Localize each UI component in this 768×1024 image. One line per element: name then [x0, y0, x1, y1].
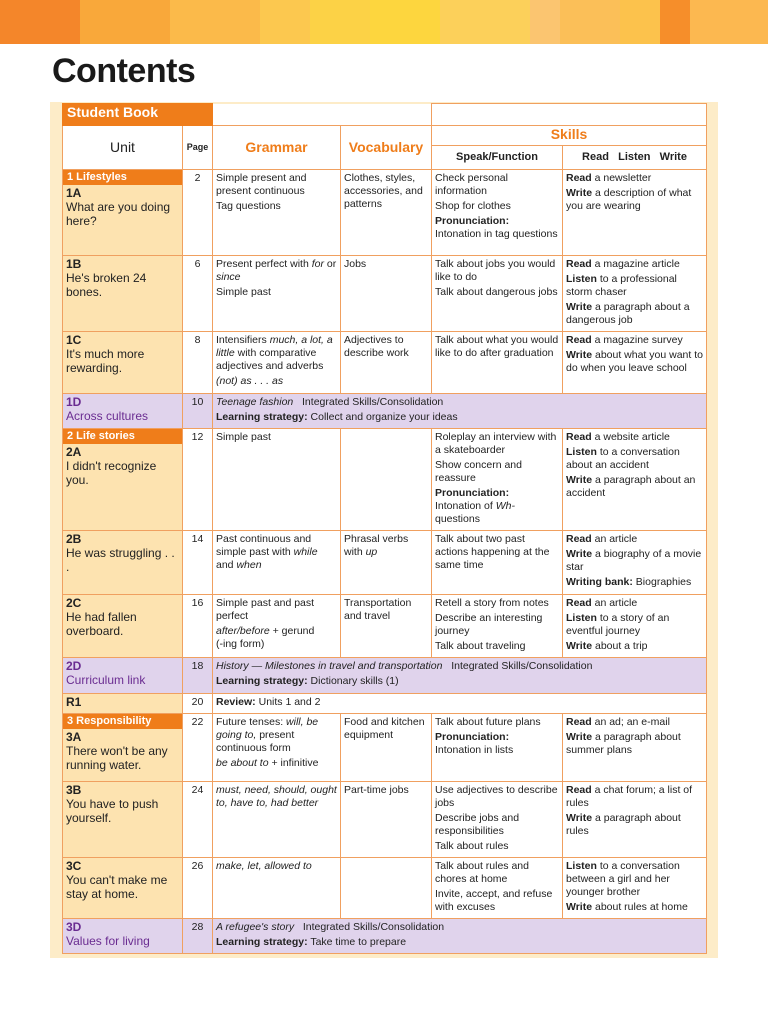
grammar-item: Tag questions: [216, 200, 281, 212]
lesson-id: 2A: [66, 445, 82, 459]
skill-keyword: Read: [566, 258, 592, 270]
pronunciation-text: questions: [435, 513, 480, 525]
skill-keyword: Write: [566, 474, 593, 486]
integrated-skills-cell: [213, 394, 707, 429]
grammar-text: Future tenses:: [216, 716, 287, 728]
table-row: [63, 394, 707, 429]
unit-cell: [63, 595, 183, 658]
skill-text: an article: [591, 597, 638, 609]
pronunciation-label: Pronunciation:: [435, 487, 510, 499]
speak-item: Use adjectives to describe jobs: [435, 784, 558, 809]
contents-table: [62, 103, 707, 954]
unit-cell: [63, 332, 183, 394]
grammar-italic: make, let, allowed to: [216, 860, 312, 872]
grammar-text: or: [323, 258, 337, 270]
strategy-text: Take time to prepare: [307, 936, 407, 948]
speak-item: Describe jobs and responsibilities: [435, 812, 520, 837]
skill-text: a website article: [591, 431, 670, 443]
table-row: [63, 332, 707, 394]
skill-keyword: Read: [566, 597, 592, 609]
unit-cell: [63, 170, 183, 256]
grammar-cell: [213, 858, 341, 919]
speak-cell: [432, 531, 563, 595]
speak-cell: [432, 595, 563, 658]
table-row: [63, 429, 707, 531]
pronunciation-text: Intonation in lists: [435, 744, 514, 756]
unit-cell: [63, 858, 183, 919]
review-label: Review:: [216, 696, 256, 708]
page-number: 2: [183, 170, 213, 256]
grammar-italic: while: [293, 546, 318, 558]
integrated-skills-cell: [213, 919, 707, 954]
page-number: 24: [183, 782, 213, 858]
lesson-title: I didn't recognize you.: [66, 459, 157, 487]
topic-italic: History — Milestones in travel and transportation: [216, 660, 443, 672]
skill-text: about a trip: [592, 640, 648, 652]
strategy-label: Learning strategy:: [216, 936, 308, 948]
review-cell: [213, 694, 707, 714]
vocabulary-cell: Clothes, styles, accessories, and patterns: [341, 170, 432, 256]
skill-text: a biography of a movie star: [566, 548, 702, 573]
table-row: [63, 170, 707, 256]
rlw-cell: [563, 782, 707, 858]
grammar-item: Simple past and past perfect: [216, 597, 315, 622]
stripe-segment: [620, 0, 660, 44]
stripe-segment: [170, 0, 260, 44]
grammar-text: Intensifiers: [216, 334, 270, 346]
skill-text: to a story of an eventful journey: [566, 612, 670, 637]
speak-item: Talk about future plans: [435, 716, 541, 728]
stripe-segment: [370, 0, 440, 44]
pronunciation-italic: Wh-: [495, 500, 515, 512]
lesson-id: 1C: [66, 333, 82, 347]
grammar-italic: will, be going to,: [216, 716, 319, 741]
grammar-cell: [213, 595, 341, 658]
lesson-title: He had fallen overboard.: [66, 610, 137, 638]
speak-item: Talk about dangerous jobs: [435, 286, 558, 298]
strategy-label: Learning strategy:: [216, 411, 308, 423]
skill-keyword: Write: [566, 301, 593, 313]
pronunciation-label: Pronunciation:: [435, 731, 510, 743]
skill-keyword: Write: [566, 901, 593, 913]
lesson-id: 3A: [66, 730, 82, 744]
lesson-title: What are you doing here?: [66, 200, 171, 228]
speak-item: Shop for clothes: [435, 200, 511, 212]
speak-cell: [432, 170, 563, 256]
grammar-cell: [213, 714, 341, 782]
page-header: Page: [183, 126, 213, 170]
rlw-cell: [563, 858, 707, 919]
lesson-title: Values for living: [66, 934, 150, 948]
unit-tag: 1 Lifestyles: [63, 170, 182, 185]
unit-cell: [63, 429, 183, 531]
skill-keyword: Read: [566, 716, 592, 728]
grammar-text: Past continuous and simple past with: [216, 533, 312, 558]
skill-keyword: Read: [566, 334, 592, 346]
grammar-item: Simple present and present continuous: [216, 172, 307, 197]
vocabulary-cell: Food and kitchen equipment: [341, 714, 432, 782]
vocab-text: Phrasal verbs with: [344, 533, 409, 558]
vocabulary-cell: Transportation and travel: [341, 595, 432, 658]
vocabulary-cell: Jobs: [341, 256, 432, 332]
stripe-segment: [660, 0, 690, 44]
topic-text: Integrated Skills/Consolidation: [293, 396, 444, 408]
skill-text: a description of what you are wearing: [566, 187, 692, 212]
skill-text: a newsletter: [591, 172, 652, 184]
vocabulary-cell: [341, 429, 432, 531]
lesson-id: 3D: [66, 920, 82, 934]
rlw-cell: [563, 429, 707, 531]
grammar-cell: [213, 429, 341, 531]
stripe-segment: [560, 0, 620, 44]
page-number: 28: [183, 919, 213, 954]
skill-keyword: Listen: [566, 860, 597, 872]
skill-text: a paragraph about an accident: [566, 474, 696, 499]
lesson-id: 2B: [66, 532, 82, 546]
lesson-title: He's broken 24 bones.: [66, 271, 147, 299]
skill-text: a paragraph about rules: [566, 812, 681, 837]
skill-keyword: Read: [566, 784, 592, 796]
grammar-item: Simple past: [216, 431, 271, 443]
speak-item: Check personal information: [435, 172, 508, 197]
skill-keyword: Listen: [566, 612, 597, 624]
skill-keyword: Write: [566, 731, 593, 743]
skill-text: a paragraph about a dangerous job: [566, 301, 690, 326]
lesson-id: 3C: [66, 859, 82, 873]
unit-cell: [63, 919, 183, 954]
grammar-italic: must, need, should, ought to, have to, had better: [216, 784, 337, 809]
lesson-title: You can't make me stay at home.: [66, 873, 168, 901]
table-row: [63, 919, 707, 954]
skill-text: to a conversation between a girl and her younger brother: [566, 860, 680, 898]
skill-text: about what you want to do when you leave school: [566, 349, 703, 374]
skill-keyword: Write: [566, 349, 593, 361]
topic-text: Integrated Skills/Consolidation: [442, 660, 593, 672]
skill-keyword: Write: [566, 548, 593, 560]
rlw-cell: [563, 256, 707, 332]
speak-cell: [432, 858, 563, 919]
page-number: 14: [183, 531, 213, 595]
grammar-text: Present perfect with: [216, 258, 312, 270]
grammar-cell: [213, 782, 341, 858]
grammar-header: Grammar: [213, 126, 341, 170]
unit-cell: [63, 694, 183, 714]
lesson-title: He was struggling . . .: [66, 546, 175, 574]
read-listen-write-header: Read Listen Write: [563, 146, 707, 170]
unit-tag: 3 Responsibility: [63, 714, 182, 729]
vocabulary-cell: [341, 531, 432, 595]
speak-item: Talk about what you would like to do after graduation: [435, 334, 559, 359]
skill-text: a paragraph about summer plans: [566, 731, 681, 756]
skill-text: Biographies: [632, 576, 692, 588]
lesson-title: You have to push yourself.: [66, 797, 159, 825]
unit-header: Unit: [63, 126, 183, 170]
table-row: [63, 531, 707, 595]
speak-item: Talk about two past actions happening at the same time: [435, 533, 550, 571]
grammar-italic: after/before: [216, 625, 270, 637]
student-book-label: Student Book: [63, 104, 213, 126]
grammar-cell: [213, 170, 341, 256]
table-row: [63, 694, 707, 714]
skill-keyword: Listen: [566, 273, 597, 285]
speak-cell: [432, 714, 563, 782]
lesson-id: 2D: [66, 659, 82, 673]
topic-text: Integrated Skills/Consolidation: [294, 921, 445, 933]
lesson-title: There won't be any running water.: [66, 744, 168, 772]
lesson-id: 3B: [66, 783, 82, 797]
page-title: Contents: [52, 52, 196, 90]
unit-cell: [63, 782, 183, 858]
speak-item: Roleplay an interview with a skateboarder: [435, 431, 557, 456]
lesson-id: 1D: [66, 395, 82, 409]
speak-item: Talk about traveling: [435, 640, 526, 652]
table-row: [63, 595, 707, 658]
page-number: 6: [183, 256, 213, 332]
speak-item: Show concern and reassure: [435, 459, 522, 484]
grammar-cell: [213, 332, 341, 394]
page-number: 20: [183, 694, 213, 714]
speak-item: Invite, accept, and refuse with excuses: [435, 888, 553, 913]
unit-cell: [63, 714, 183, 782]
table-row: [63, 256, 707, 332]
grammar-text: present continuous form: [216, 729, 295, 754]
stripe-segment: [260, 0, 310, 44]
skill-text: a magazine survey: [591, 334, 683, 346]
stripe-segment: [80, 0, 170, 44]
page-number: 12: [183, 429, 213, 531]
speak-cell: [432, 429, 563, 531]
stripe-segment: [440, 0, 530, 44]
page-number: 8: [183, 332, 213, 394]
grammar-text: + gerund: [269, 625, 315, 637]
top-stripe-band: [0, 0, 768, 44]
grammar-italic: much, a lot, a little: [216, 334, 333, 359]
rlw-cell: [563, 332, 707, 394]
grammar-text: with comparative adjectives and adverbs: [216, 347, 324, 372]
skill-keyword: Write: [566, 187, 593, 199]
pronunciation-text: Intonation in tag questions: [435, 228, 558, 240]
skill-keyword: Writing bank:: [566, 576, 633, 588]
topic-italic: Teenage fashion: [216, 396, 294, 408]
table-row: [63, 714, 707, 782]
page-number: 22: [183, 714, 213, 782]
vocabulary-header: Vocabulary: [341, 126, 432, 170]
table-row: [63, 858, 707, 919]
grammar-italic: (not) as . . . as: [216, 375, 284, 387]
speak-item: Describe an interesting journey: [435, 612, 543, 637]
grammar-item: (-ing form): [216, 638, 265, 650]
speak-item: Retell a story from notes: [435, 597, 549, 609]
grammar-italic: be about to: [216, 757, 269, 769]
grammar-text: and: [216, 559, 237, 571]
grammar-text: + infinitive: [268, 757, 319, 769]
strategy-text: Dictionary skills (1): [307, 675, 399, 687]
speak-cell: [432, 332, 563, 394]
lesson-id: 2C: [66, 596, 82, 610]
speak-function-header: Speak/Function: [432, 146, 563, 170]
lesson-id: 1B: [66, 257, 82, 271]
pronunciation-text: Intonation of: [435, 500, 496, 512]
page-number: 18: [183, 658, 213, 694]
skill-text: about rules at home: [592, 901, 688, 913]
lesson-id: 1A: [66, 186, 82, 200]
skill-keyword: Read: [566, 431, 592, 443]
skill-text: a magazine article: [591, 258, 680, 270]
grammar-italic: since: [216, 271, 241, 283]
unit-cell: [63, 658, 183, 694]
unit-tag: 2 Life stories: [63, 429, 182, 444]
unit-cell: [63, 531, 183, 595]
vocabulary-cell: Part-time jobs: [341, 782, 432, 858]
strategy-label: Learning strategy:: [216, 675, 308, 687]
skill-keyword: Listen: [566, 446, 597, 458]
lesson-id: R1: [66, 695, 82, 709]
unit-cell: [63, 256, 183, 332]
lesson-title: Across cultures: [66, 409, 149, 423]
lesson-title: It's much more rewarding.: [66, 347, 145, 375]
grammar-cell: [213, 531, 341, 595]
skill-text: a chat forum; a list of rules: [566, 784, 693, 809]
page-number: 10: [183, 394, 213, 429]
vocabulary-cell: Adjectives to describe work: [341, 332, 432, 394]
grammar-italic: when: [236, 559, 262, 571]
page-number: 16: [183, 595, 213, 658]
stripe-segment: [690, 0, 768, 44]
skill-text: to a professional storm chaser: [566, 273, 677, 298]
skill-keyword: Write: [566, 812, 593, 824]
stripe-segment: [310, 0, 370, 44]
review-text: Units 1 and 2: [255, 696, 321, 708]
table-row: [63, 658, 707, 694]
rlw-cell: [563, 595, 707, 658]
skill-keyword: Read: [566, 172, 592, 184]
speak-item: Talk about rules: [435, 840, 509, 852]
rlw-cell: [563, 714, 707, 782]
grammar-item: Simple past: [216, 286, 271, 298]
speak-item: Talk about jobs you would like to do: [435, 258, 556, 283]
speak-cell: [432, 256, 563, 332]
skill-text: an ad; an e-mail: [591, 716, 670, 728]
rlw-cell: [563, 531, 707, 595]
integrated-skills-cell: [213, 658, 707, 694]
skill-keyword: Write: [566, 640, 593, 652]
table-row: [63, 782, 707, 858]
pronunciation-label: Pronunciation:: [435, 215, 510, 227]
lesson-title: Curriculum link: [66, 673, 146, 687]
skill-text: an article: [591, 533, 638, 545]
speak-item: Talk about rules and chores at home: [435, 860, 529, 885]
skill-text: to a conversation about an accident: [566, 446, 680, 471]
topic-italic: A refugee's story: [216, 921, 295, 933]
page-number: 26: [183, 858, 213, 919]
speak-cell: [432, 782, 563, 858]
skill-keyword: Read: [566, 533, 592, 545]
grammar-italic: for: [311, 258, 324, 270]
grammar-cell: [213, 256, 341, 332]
skills-header: Skills: [432, 126, 707, 146]
strategy-text: Collect and organize your ideas: [307, 411, 458, 423]
vocabulary-cell: [341, 858, 432, 919]
stripe-segment: [530, 0, 560, 44]
unit-cell: [63, 394, 183, 429]
vocab-italic: up: [365, 546, 378, 558]
rlw-cell: [563, 170, 707, 256]
stripe-segment: [0, 0, 80, 44]
